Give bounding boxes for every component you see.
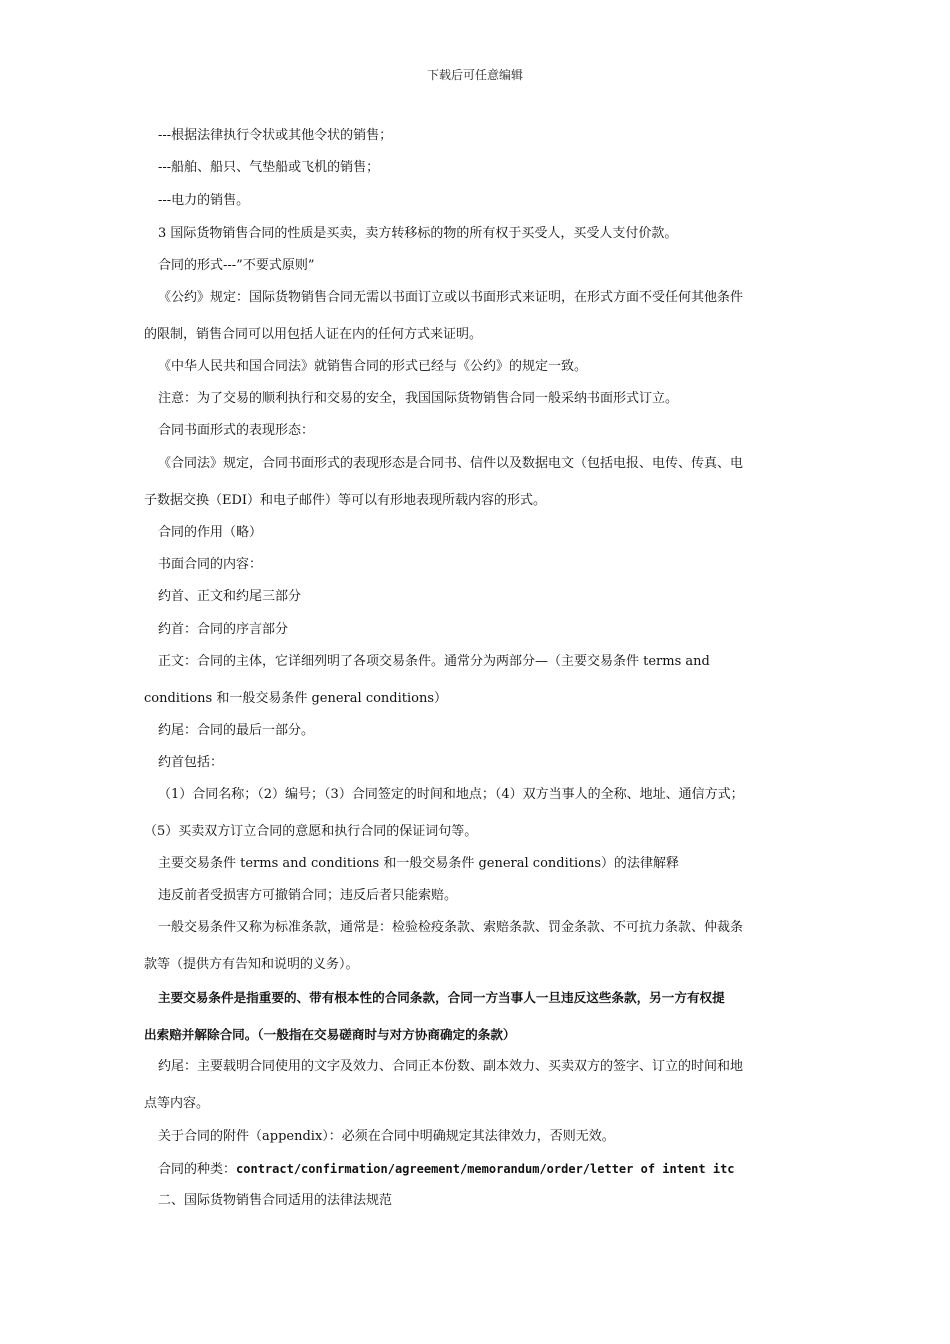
text-line: 违反前者受损害方可撤销合同；违反后者只能索赔。 xyxy=(158,888,458,903)
text-line: 一般交易条件又称为标准条款，通常是：检验检疫条款、索赔条款、罚金条款、不可抗力条款、仲裁条 xyxy=(158,920,744,935)
section-heading: 二、国际货物销售合同适用的法律法规范 xyxy=(158,1193,393,1208)
text-line: 正文：合同的主体，它详细列明了各项交易条件。通常分为两部分—（主要交易条件 terms and xyxy=(158,654,710,669)
bold-text-line: 主要交易条件是指重要的、带有根本性的合同条款，合同一方当事人一旦违反这些条款，另一方有权提 xyxy=(158,990,725,1005)
text-line: 《中华人民共和国合同法》就销售合同的形式已经与《公约》的规定一致。 xyxy=(158,359,588,374)
text-line: 3 国际货物销售合同的性质是买卖，卖方转移标的物的所有权于买受人，买受人支付价款。 xyxy=(158,226,678,241)
text-line: ---电力的销售。 xyxy=(158,193,250,208)
text-line: 约尾：主要载明合同使用的文字及效力、合同正本份数、副本效力、买卖双方的签字、订立的时间和地 xyxy=(158,1059,744,1074)
text-line: 约首：合同的序言部分 xyxy=(158,622,289,637)
text-line: 子数据交换（EDI）和电子邮件）等可以有形地表现所载内容的形式。 xyxy=(144,493,547,508)
text-line: 点等内容。 xyxy=(144,1096,210,1111)
text-line: 约首包括： xyxy=(158,755,224,770)
text-line: 约尾：合同的最后一部分。 xyxy=(158,723,315,738)
text-line: ---船舶、船只、气垫船或飞机的销售； xyxy=(158,160,380,175)
bold-text-line: 出索赔并解除合同。（一般指在交易磋商时与对方协商确定的条款） xyxy=(144,1027,516,1042)
text-line: 合同书面形式的表现形态： xyxy=(158,423,315,438)
text-line: 关于合同的附件（appendix）：必须在合同中明确规定其法律效力，否则无效。 xyxy=(158,1129,615,1144)
text-line: 合同的作用（略） xyxy=(158,525,263,540)
text-line: 合同的形式---”不要式原则” xyxy=(158,258,315,273)
contract-types-text: contract/confirmation/agreement/memorandum/order/letter of intent itc xyxy=(236,1162,735,1176)
text-line: （5）买卖双方订立合同的意愿和执行合同的保证词句等。 xyxy=(144,824,478,839)
text-span: 合同的种类： xyxy=(158,1162,237,1177)
text-line: 《公约》规定：国际货物销售合同无需以书面订立或以书面形式来证明，在形式方面不受任何其他条件 xyxy=(158,290,744,305)
text-line: 书面合同的内容： xyxy=(158,557,263,572)
page-header: 下载后可任意编辑 xyxy=(426,68,523,82)
text-line: 的限制，销售合同可以用包括人证在内的任何方式来证明。 xyxy=(144,327,483,342)
text-line xyxy=(158,1161,735,1178)
text-line: 注意：为了交易的顺利执行和交易的安全，我国国际货物销售合同一般采纳书面形式订立。 xyxy=(158,391,679,406)
text-line: 款等（提供方有告知和说明的义务）。 xyxy=(144,957,359,972)
text-line: 约首、正文和约尾三部分 xyxy=(158,589,302,604)
text-line: （1）合同名称；（2）编号；（3）合同签定的时间和地点；（4）双方当事人的全称、地址、通信方式； xyxy=(158,787,744,802)
text-line: conditions 和一般交易条件 general conditions） xyxy=(144,691,448,706)
text-line: 《合同法》规定，合同书面形式的表现形态是合同书、信件以及数据电文（包括电报、电传、传真、电 xyxy=(158,456,744,471)
text-line: 主要交易条件 terms and conditions 和一般交易条件 general conditions）的法律解释 xyxy=(158,856,679,871)
text-line: ---根据法律执行令状或其他令状的销售； xyxy=(158,128,393,143)
